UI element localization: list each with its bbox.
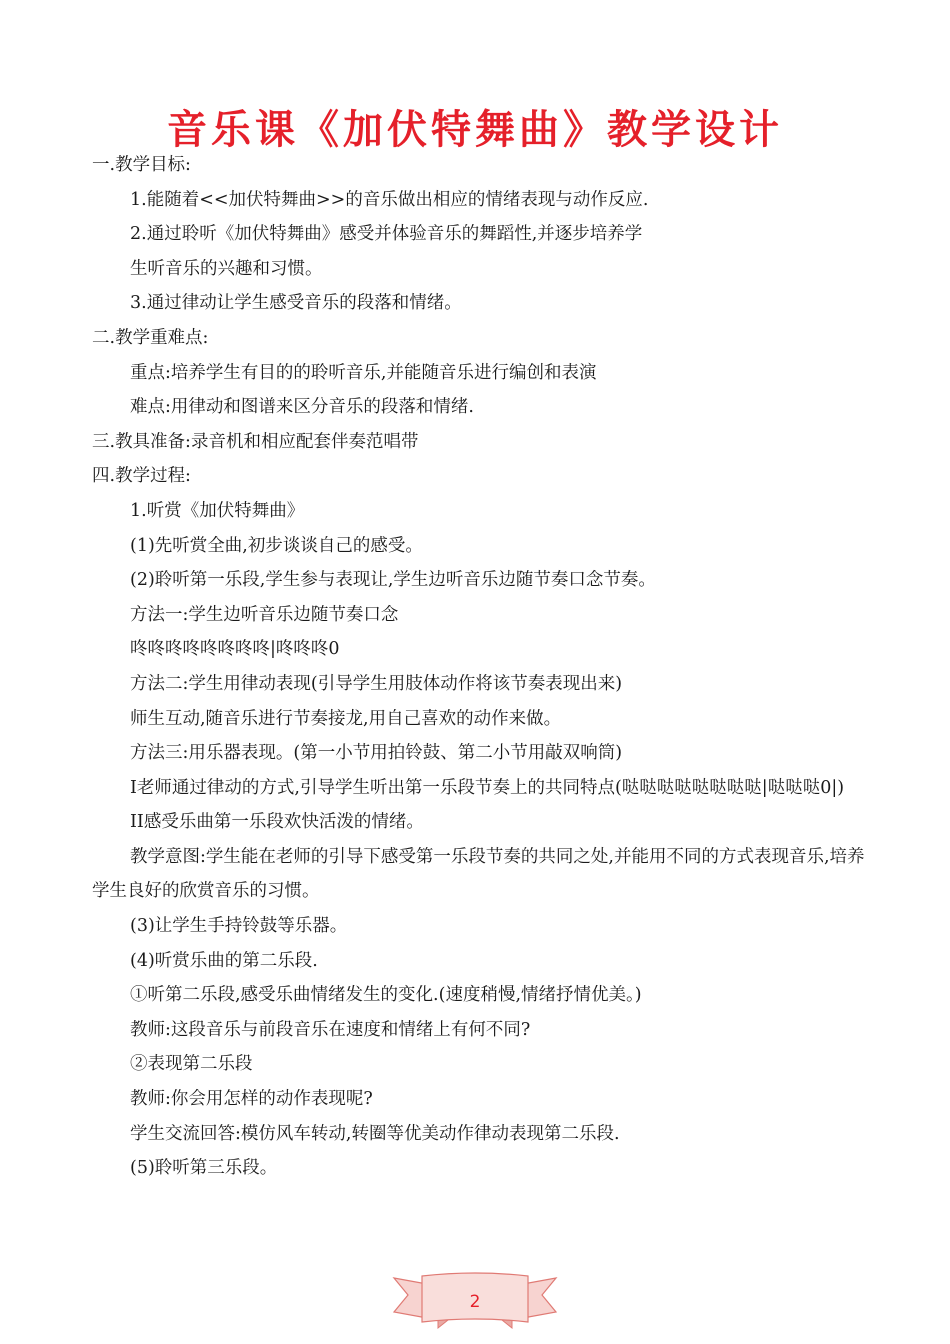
document-body (92, 148, 868, 1186)
paragraph: 3.通过律动让学生感受音乐的段落和情绪。 (130, 293, 462, 314)
paragraph: 难点:用律动和图谱来区分音乐的段落和情绪. (130, 397, 474, 418)
paragraph: I老师通过律动的方式,引导学生听出第一乐段节奏上的共同特点(哒哒哒哒哒哒哒哒|哒哒哒0|) (130, 777, 845, 798)
paragraph: 重点:培养学生有目的的聆听音乐,并能随音乐进行编创和表演 (130, 362, 597, 383)
paragraph: 生听音乐的兴趣和习惯。 (130, 258, 323, 279)
section-heading: 三.教具准备:录音机和相应配套伴奏范唱带 (92, 431, 419, 452)
paragraph: 方法三:用乐器表现。(第一小节用拍铃鼓、第二小节用敲双响筒) (130, 743, 623, 764)
section-heading: 二.教学重难点: (92, 327, 209, 348)
section-heading: 四.教学过程: (92, 466, 191, 487)
page-number-ribbon (392, 1272, 558, 1334)
page-number: 2 (469, 1292, 481, 1312)
paragraph: ①听第二乐段,感受乐曲情绪发生的变化.(速度稍慢,情绪抒情优美。) (130, 985, 642, 1006)
paragraph: 方法二:学生用律动表现(引导学生用肢体动作将该节奏表现出来) (130, 673, 623, 694)
paragraph: 教学意图:学生能在老师的引导下感受第一乐段节奏的共同之处,并能用不同的方式表现音乐,培养学生良好的欣赏音乐的习惯。 (92, 846, 865, 902)
rhythm-line: 咚咚咚咚咚咚咚咚|咚咚咚0 (130, 639, 340, 660)
paragraph: (5)聆听第三乐段。 (130, 1158, 278, 1179)
paragraph: (2)聆听第一乐段,学生参与表现让,学生边听音乐边随节奏口念节奏。 (130, 570, 656, 591)
paragraph: (1)先听赏全曲,初步谈谈自己的感受。 (130, 535, 423, 556)
document-title: 音乐课《加伏特舞曲》教学设计 (167, 107, 783, 153)
paragraph: (3)让学生手持铃鼓等乐器。 (130, 916, 348, 937)
paragraph: (4)听赏乐曲的第二乐段. (130, 950, 318, 971)
paragraph: 1.听赏《加伏特舞曲》 (130, 500, 305, 521)
paragraph: 1.能随着<<加伏特舞曲>>的音乐做出相应的情绪表现与动作反应. (130, 189, 649, 210)
paragraph: 方法一:学生边听音乐边随节奏口念 (130, 604, 399, 625)
paragraph: ②表现第二乐段 (130, 1054, 253, 1075)
section-heading: 一.教学目标: (92, 155, 191, 175)
paragraph: 学生交流回答:模仿风车转动,转圈等优美动作律动表现第二乐段. (130, 1123, 620, 1144)
paragraph: 师生互动,随音乐进行节奏接龙,用自己喜欢的动作来做。 (130, 708, 562, 729)
paragraph: 2.通过聆听《加伏特舞曲》感受并体验音乐的舞蹈性,并逐步培养学 (130, 224, 643, 245)
paragraph: II感受乐曲第一乐段欢快活泼的情绪。 (130, 812, 424, 833)
paragraph: 教师:这段音乐与前段音乐在速度和情绪上有何不同? (130, 1019, 531, 1040)
paragraph: 教师:你会用怎样的动作表现呢? (130, 1089, 373, 1110)
